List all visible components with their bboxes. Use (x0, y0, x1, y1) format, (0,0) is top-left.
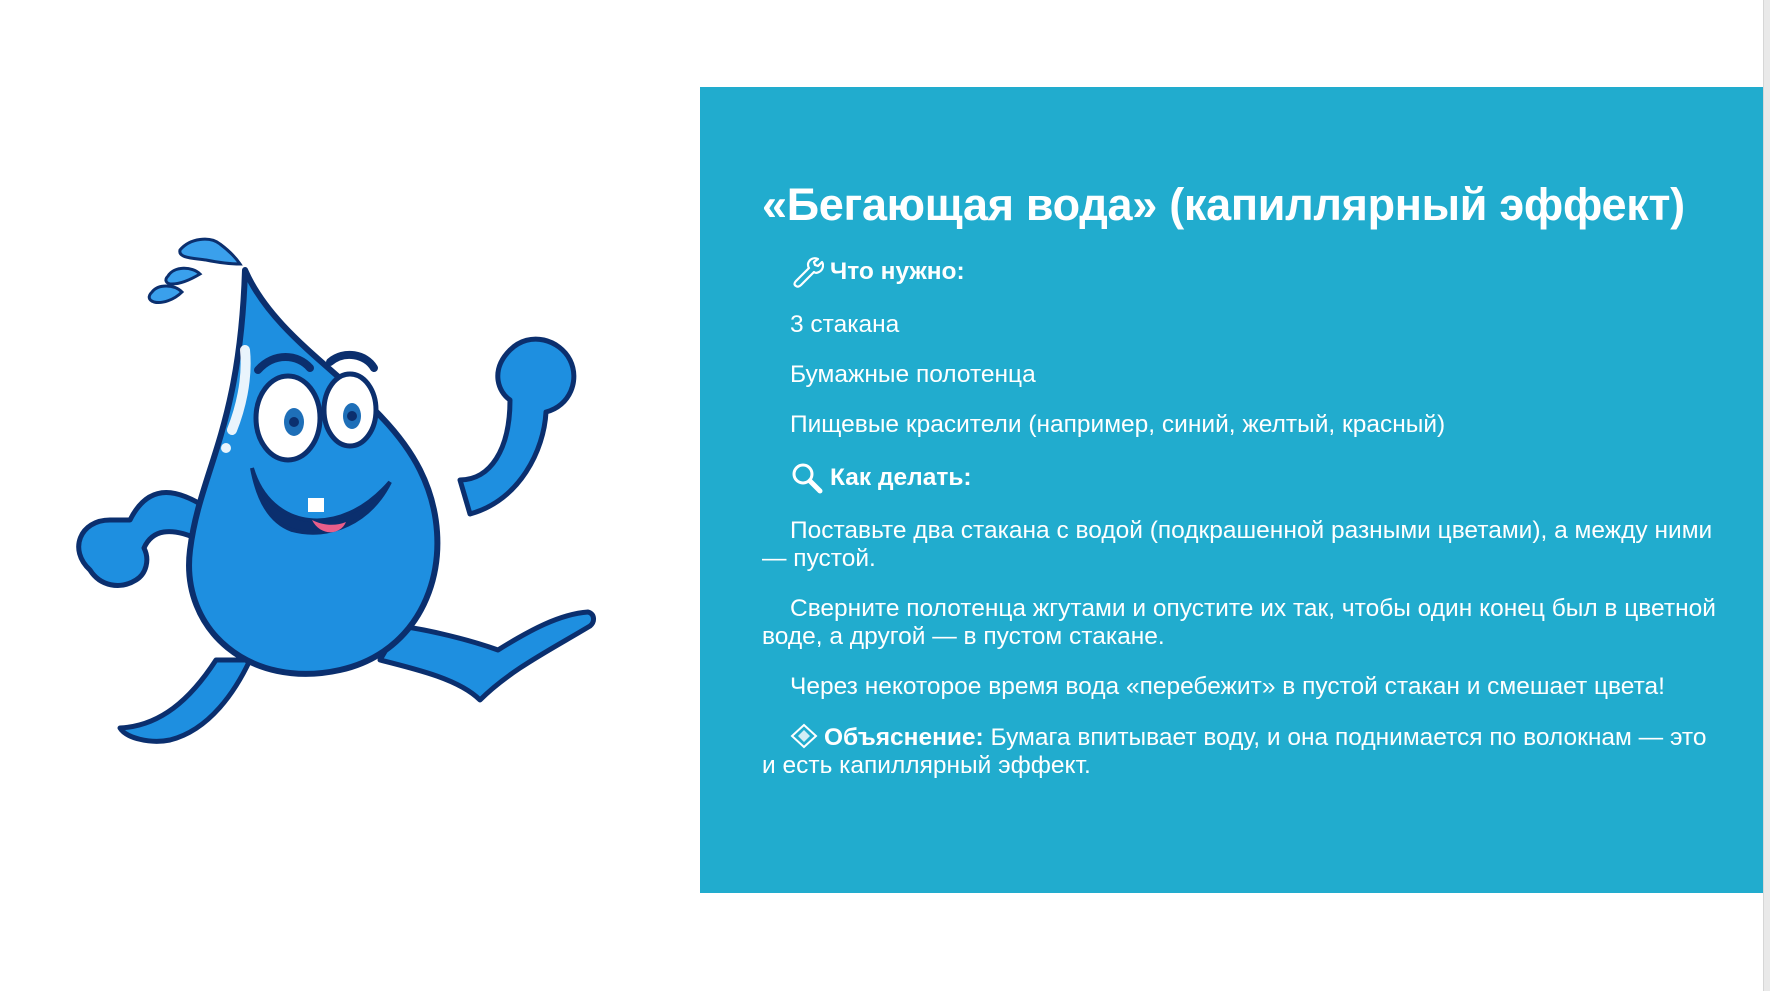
slide-title: «Бегающая вода» (капиллярный эффект) (762, 179, 1685, 230)
magnifier-icon (790, 461, 826, 495)
howto-label: Как делать: (830, 464, 972, 491)
step-item: Сверните полотенца жгутами и опустите их так, чтобы один конец был в цветной воде, а другой — в пустом стакане. (762, 595, 1716, 650)
slide-right-edge (1763, 0, 1770, 991)
step-item: Поставьте два стакана с водой (подкрашенной разными цветами), а между ними — пустой. (762, 517, 1713, 572)
explanation-paragraph (762, 723, 1722, 780)
list-item: Пищевые красители (например, синий, желтый, красный) (790, 411, 1446, 438)
drop-body (189, 270, 437, 674)
list-item: Бумажные полотенца (790, 361, 1036, 388)
explanation-text: Бумага впитывает воду, и она поднимается по волокнам — это и есть капиллярный эффект. (762, 724, 1707, 779)
list-item: 3 стакана (790, 311, 900, 338)
needs-label: Что нужно: (830, 258, 965, 285)
slide-body (762, 255, 1722, 780)
wrench-icon (790, 255, 826, 289)
howto-heading (762, 461, 1722, 495)
diamond-icon (790, 723, 820, 749)
right-arm (460, 339, 574, 514)
needs-heading (762, 255, 1722, 289)
running-water-drop-illustration (40, 230, 640, 750)
content-panel (700, 87, 1764, 893)
left-leg (120, 660, 250, 741)
step-item: Через некоторое время вода «перебежит» в пустой стакан и смешает цвета! (790, 673, 1665, 700)
splash-drops (149, 239, 240, 302)
explanation-label: Объяснение: (824, 724, 984, 751)
